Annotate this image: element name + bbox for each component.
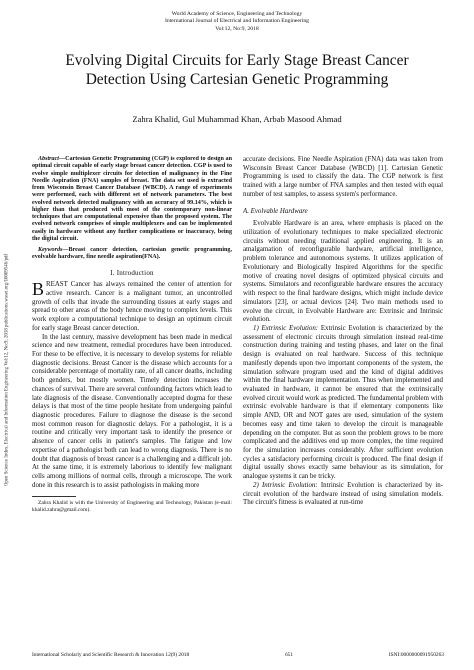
- drop-cap: B: [32, 279, 45, 300]
- journal-subtitle: International Journal of Electrical and Information Engineering: [164, 18, 310, 25]
- intrinsic-evolution-paragraph: [243, 482, 443, 508]
- footer-publisher: International Scholarly and Scientific Research & Innovation 12(9) 2018: [32, 652, 190, 658]
- right-paragraph-continued: accurate decisions. Fine Needle Aspiration (FNA) data was taken from Wisconsin Breast Cancer Database (WBCD) [1]. Cartesian Genetic Programming is used to classify the data. The CGP network is first trained with a large number of FNA samples and then tested with equal number of test samples, to assess system's performance.: [243, 156, 443, 198]
- author-footnote: Zahra Khalid is with the University of Engineering and Technology, Pakistan (e-mail: khalid.zahra@gmail.com).: [32, 500, 232, 514]
- abstract: [32, 156, 232, 243]
- page-number: 651: [284, 652, 294, 658]
- author-list: Zahra Khalid, Gul Muhammad Khan, Arbab Masood Ahmad: [132, 114, 342, 124]
- footnote-rule: [32, 496, 76, 497]
- section-heading-introduction: I. Introduction: [110, 268, 154, 277]
- side-margin-note: [1, 170, 13, 570]
- extrinsic-evolution-label: 1) Extrinsic Evolution:: [253, 324, 319, 332]
- journal-volume: Vol:12, No:9, 2018: [215, 25, 259, 32]
- intrinsic-evolution-label: 2) Intrinsic Evolution:: [253, 481, 318, 489]
- extrinsic-evolution-paragraph: [243, 325, 443, 482]
- right-column: [243, 156, 443, 644]
- abstract-text: —Cartesian Genetic Programming (CGP) is explored to design an optimal circuit capable of early stage breast cancer detection. CGP is used to evolve simple multiplexer circuits for detection of malignancy in the Fine Needle Aspiration (FNA) samples of breast. The data set used is extracted from Wisconsin Breast Cancer Database (WBCD). A range of experiments were performed, each with different set of network parameters. The best evolved network detected malignancy with an accuracy of 99.14%, which is higher than that produced with most of the contemporary non-linear techniques that are computational expensive than the proposed system. The evolved network comprises of simple multiplexers and can be implemented easily in hardware without any further complications or inaccuracy, being the digital circuit.: [32, 156, 232, 242]
- keywords: [32, 247, 232, 262]
- abstract-label: Abstract: [38, 156, 59, 162]
- intro-paragraph-1: [32, 281, 232, 333]
- intro-paragraph-1-text: REAST Cancer has always remained the center of attention for active research. Cancer is a malignant tumor, an uncontrolled growth of cells that invade the surrounding tissues at early stages and spread to other areas of the body hence moving to complex levels. This work explore a computational technique to design an optimum circuit for early stage Breast cancer detection.: [32, 281, 232, 332]
- keywords-label: Keywords: [38, 247, 63, 253]
- open-science-index-note: Open Science Index, Electrical and Information Engineering Vol:12, No:9, 2018 publications.waset.org/10009546/pdf: [4, 253, 10, 487]
- paper-title: Evolving Digital Circuits for Early Stage Breast Cancer Detection Using Cartesian Genetic Programming: [65, 52, 409, 88]
- journal-name: World Academy of Science, Engineering and Technology: [171, 11, 303, 17]
- evolvable-hardware-paragraph: Evolvable Hardware is an area, where emphasis is placed on the utilization of evolutionary techniques to make specialized electronic circuits without needing traditional applied engineering. It is an amalgamation of reconfigurable hardware, artificial intelligence, problem tolerance and autonomous systems. It utilizes application of Evolutionary and Biologically Inspired Algorithms for the specific motive of creating novel designs of optimized physical circuits and systems. Simulators and reconfigurable hardware ensures the accuracy with respect to the final hardware designs, which might include device simulators [23], or actual devices [24]. Two main methods used to evolve the circuit, in Evolvable Hardware are: Extrinsic and Intrinsic evolution.: [243, 220, 443, 324]
- intrinsic-evolution-text: Intrinsic Evolution is characterized by in-circuit evolution of the hardware instead of using simulation models. The circuit's fitness is evaluated at run-time: [243, 481, 443, 507]
- page-footer: [32, 652, 444, 658]
- footer-isni: ISNI:0000000091950263: [388, 652, 444, 658]
- keywords-text: —Breast cancer detection, cartesian genetic programming, evolvable hardware, fine needle aspiration(FNA).: [32, 247, 232, 261]
- journal-header: [0, 11, 474, 33]
- subsection-heading-evolvable-hardware: A. Evolvable Hardware: [243, 207, 308, 215]
- left-column: [32, 156, 232, 642]
- intro-paragraph-2: In the last century, massive development has been made in medical science and new treatment, remedial procedures have been introduced. For these to be effective, it is necessary to develop systems for reliable diagnostic decisions. Breast Cancer is the disease which accounts for a considerable percentage of mortality rate, of all cancer deaths, including both genders, but mostly women. Timely detection increases the chances of survival. There are several confounding factors which lead to late diagnosis of the disease. Conventionally accepted dogma for these delays is that most of the time people hesitate from undergoing painful diagnostic procedures. Failure to diagnose the disease is the second most common reason for diagnostic delays. For a pathologist, it is a routine and critically very important task to identify the presence or absence of cancer cells in patient's samples. The fatigue and low expertise of a pathologist both can lead to wrong diagnosis. There is no doubt that diagnosis of breast cancer is a challenging and a difficult job. At the same time, it is extremely laborious to identify few malignant cells among millions of normal cells, through a microscope. The work done in this research is to assist pathologists in making more: [32, 333, 232, 489]
- extrinsic-evolution-text: Extrinsic Evolution is characterized by the assessment of electronic circuits through simulation instead real-time construction during training and testing phases, and later on the final design is evaluated on real hardware. Success of this technique manifestly depends upon two important components of the system, the simulation software program used and the kind of digital additives within the final hardware implementation. Thus when implemented and evaluated in hardware, it cannot be ensured that the extrinsically evolved circuit would work as predicted. The fundamental problem with extrinsic evolvable hardware is that if elementary components like simple AND, OR and NOT gates are used, simulation of the system becomes easy and time taken to develop the circuit is manageable depending on the computer. But as soon the problem grows to be more complicated and the additives end up more complex, the time required for the simulation increases considerably. After sufficient evolution cycles a satisfactory performing circuit is produced. The final design if digital usually shows exactly same behaviour as its simulation, for analogue systems it can be tricky.: [243, 324, 443, 481]
